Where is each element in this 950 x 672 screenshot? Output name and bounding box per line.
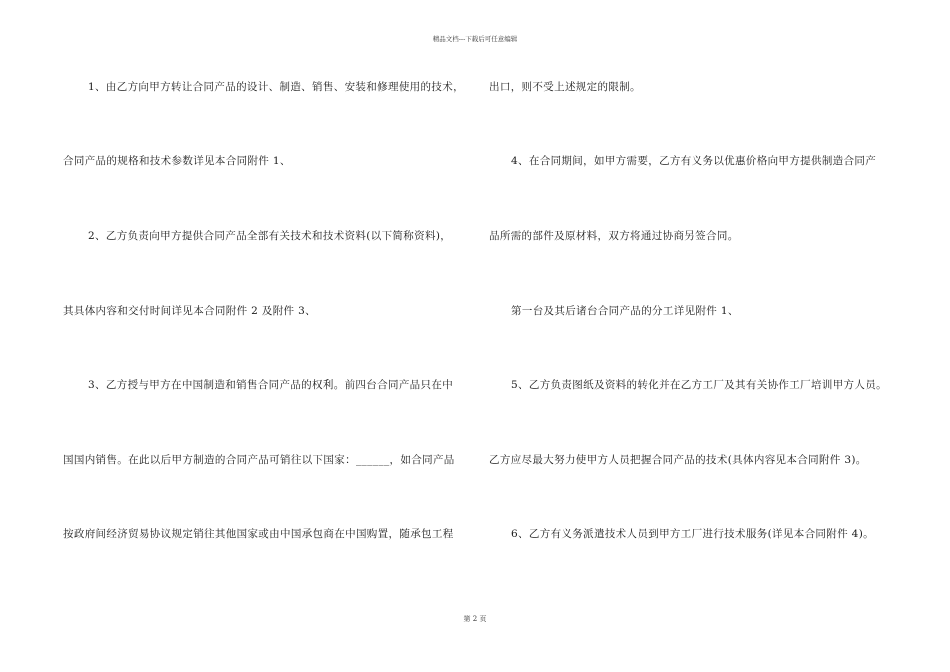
right-line-4: 第一台及其后诸台合同产品的分工详见附件 1、 — [511, 305, 739, 317]
left-line-3: 2、乙方负责向甲方提供合同产品全部有关技术和技术资料(以下简称资料)， — [88, 230, 452, 242]
page-number: 第 2 页 — [463, 615, 487, 623]
left-line-6: 国国内销售。在此以后甲方制造的合同产品可销往以下国家：______，如合同产品 — [63, 454, 455, 466]
right-line-5: 5、乙方负责图纸及资料的转化并在乙方工厂及其有关协作工厂培训甲方人员。 — [511, 379, 887, 391]
right-line-2: 4、在合同期间，如甲方需要，乙方有义务以优惠价格向甲方提供制造合同产 — [511, 155, 877, 167]
left-line-1: 1、由乙方向甲方转让合同产品的设计、制造、销售、安装和修理使用的技术， — [88, 81, 464, 93]
page-header: 精品文档---下载后可任意编辑 — [432, 35, 518, 43]
left-line-7: 按政府间经济贸易协议规定销往其他国家或由中国承包商在中国购置，随承包工程 — [63, 528, 454, 540]
left-line-4: 其具体内容和交付时间详见本合同附件 2 及附件 3、 — [63, 305, 316, 317]
left-line-5: 3、乙方授与甲方在中国制造和销售合同产品的权利。前四台合同产品只在中 — [88, 379, 454, 391]
right-line-3: 品所需的部件及原材料，双方将通过协商另签合同。 — [489, 230, 739, 242]
right-line-1: 出口，则不受上述规定的限制。 — [489, 81, 641, 93]
right-line-6: 乙方应尽最大努力使甲方人员把握合同产品的技术(具体内容见本合同附件 3)。 — [489, 454, 867, 466]
left-line-2: 合同产品的规格和技术参数详见本合同附件 1、 — [63, 155, 291, 167]
right-line-7: 6、乙方有义务派遣技术人员到甲方工厂进行技术服务(详见本合同附件 4)。 — [511, 528, 874, 540]
